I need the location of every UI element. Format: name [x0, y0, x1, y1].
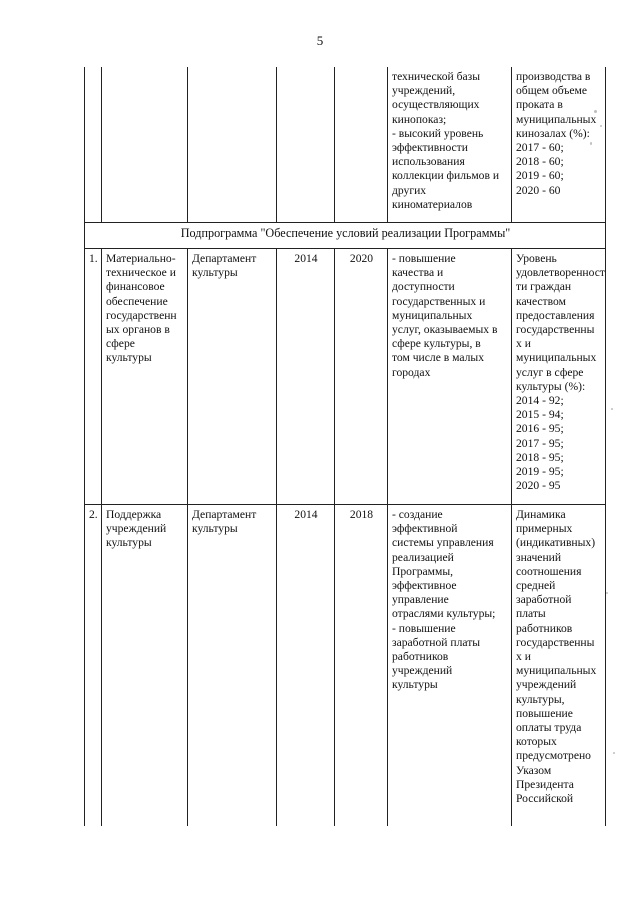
executor-lines: [192, 508, 273, 536]
text-line: примерных: [516, 522, 573, 536]
text-line: заработной: [516, 593, 572, 607]
text-line: х и: [516, 650, 531, 664]
text-line: доступности: [392, 280, 455, 294]
cell-end: [335, 67, 388, 223]
measure-name-lines: [106, 508, 184, 551]
text-line: государственных и: [392, 294, 486, 308]
executor: [188, 249, 277, 505]
text-line: предоставления: [516, 308, 595, 322]
target-indicator-lines: [516, 252, 605, 493]
text-line: учреждений: [516, 678, 577, 692]
text-line: коллекции фильмов и: [392, 169, 500, 183]
text-line: 2018 - 60;: [516, 155, 564, 169]
text-line: учреждений,: [392, 84, 456, 98]
text-line: - повышение: [392, 252, 456, 265]
text-line: значений: [516, 550, 562, 564]
text-line: киноматериалов: [392, 197, 473, 211]
text-line: муниципальных: [516, 351, 597, 365]
text-line: работников: [516, 621, 573, 635]
text-line: государственны: [516, 323, 595, 337]
text-line: 2019 - 60;: [516, 169, 564, 183]
cell-executor: [188, 67, 277, 223]
text-line: 2019 - 95;: [516, 465, 564, 479]
text-line: оплаты труда: [516, 721, 582, 735]
text-line: услуг, оказываемых в: [392, 323, 498, 337]
text-line: заработной платы: [392, 635, 481, 649]
text-line: Президента: [516, 777, 574, 791]
continuation-row: [85, 67, 606, 223]
text-line: производства в: [516, 70, 591, 83]
text-line: - повышение: [392, 621, 456, 635]
program-table: [84, 67, 606, 826]
page-number: 5: [316, 33, 324, 48]
text-line: качеством: [516, 294, 566, 308]
text-line: 2018 - 95;: [516, 450, 564, 464]
cell-start: [277, 67, 335, 223]
indicator-lines: [516, 70, 602, 198]
expected-result: [388, 505, 512, 827]
measure-name-lines: [106, 252, 184, 366]
text-line: технической базы: [392, 70, 481, 83]
text-line: Уровень: [516, 252, 557, 265]
text-line: реализацией: [392, 550, 454, 564]
text-line: 2020 - 60: [516, 183, 561, 197]
text-line: государственн: [106, 308, 177, 322]
text-line: городах: [392, 365, 431, 379]
text-line: удовлетворенност: [516, 266, 605, 280]
scan-speck: [606, 592, 608, 594]
text-line: культуры: [192, 522, 238, 536]
text-line: использования: [392, 155, 465, 169]
text-line: культуры: [106, 536, 152, 550]
text-line: ти граждан: [516, 280, 572, 294]
text-line: Указом: [516, 763, 552, 777]
measure-name: [102, 249, 188, 505]
end-year: 2020: [335, 249, 388, 505]
text-line: средней: [516, 579, 556, 593]
text-line: качества и: [392, 266, 444, 280]
text-line: государственны: [516, 635, 595, 649]
text-line: Департамент: [192, 508, 257, 521]
text-line: предусмотрено: [516, 749, 591, 763]
text-line: техническое и: [106, 266, 176, 280]
table-row: [85, 249, 606, 505]
text-line: Российской: [516, 792, 574, 806]
result-lines: [392, 70, 508, 212]
text-line: других: [392, 183, 427, 197]
text-line: сфере культуры, в: [392, 337, 481, 351]
table-row: [85, 505, 606, 827]
text-line: кинопоказ;: [392, 112, 447, 126]
text-line: сфере: [106, 337, 135, 351]
text-line: (индикативных): [516, 536, 596, 550]
text-line: эффективное: [392, 579, 457, 593]
text-line: управление: [392, 593, 449, 607]
text-line: работников: [392, 650, 449, 664]
target-indicator-lines: [516, 508, 602, 806]
text-line: Материально-: [106, 252, 176, 265]
text-line: том числе в малых: [392, 351, 484, 365]
expected-result-lines: [392, 252, 508, 380]
text-line: муниципальных: [516, 664, 597, 678]
cell-num: [85, 67, 102, 223]
text-line: - создание: [392, 508, 443, 521]
cell-name: [102, 67, 188, 223]
text-line: повышение: [516, 706, 573, 720]
text-line: кинозалах (%):: [516, 126, 590, 140]
text-line: которых: [516, 735, 557, 749]
text-line: 2016 - 95;: [516, 422, 564, 436]
row-number: 2.: [85, 505, 102, 827]
text-line: 2020 - 95: [516, 479, 561, 493]
text-line: муниципальных: [392, 308, 473, 322]
scan-speck: [594, 110, 597, 113]
text-line: Департамент: [192, 252, 257, 265]
text-line: эффективной: [392, 522, 458, 536]
text-line: культуры,: [516, 692, 565, 706]
text-line: эффективности: [392, 141, 468, 155]
scan-speck: [613, 752, 615, 754]
scan-speck: [611, 408, 613, 410]
text-line: культуры: [192, 266, 238, 280]
text-line: ых органов в: [106, 323, 170, 337]
executor: [188, 505, 277, 827]
text-line: 2014 - 92;: [516, 394, 564, 408]
text-line: Программы,: [392, 564, 454, 578]
row-number: 1.: [85, 249, 102, 505]
text-line: 2017 - 95;: [516, 436, 564, 450]
cell-result: [388, 67, 512, 223]
text-line: 2015 - 94;: [516, 408, 564, 422]
text-line: Поддержка: [106, 508, 162, 521]
text-line: соотношения: [516, 564, 582, 578]
expected-result: [388, 249, 512, 505]
text-line: услуг в сфере: [516, 365, 584, 379]
subprogram-row: [85, 223, 606, 249]
text-line: - высокий уровень: [392, 126, 484, 140]
start-year: 2014: [277, 249, 335, 505]
text-line: культуры (%):: [516, 379, 586, 393]
executor-lines: [192, 252, 273, 280]
text-line: финансовое: [106, 280, 165, 294]
text-line: Динамика: [516, 508, 566, 521]
text-line: учреждений: [106, 522, 167, 536]
end-year: 2018: [335, 505, 388, 827]
scan-speck: [590, 142, 592, 145]
target-indicator: [512, 505, 606, 827]
scan-speck: [600, 125, 602, 127]
text-line: системы управления: [392, 536, 494, 550]
target-indicator: [512, 249, 606, 505]
subprogram-title: Подпрограмма "Обеспечение условий реализации Программы": [85, 223, 606, 249]
text-line: х и: [516, 337, 531, 351]
text-line: культуры: [106, 351, 152, 365]
text-line: муниципальных: [516, 112, 597, 126]
text-line: отраслями культуры;: [392, 607, 496, 621]
start-year: 2014: [277, 505, 335, 827]
text-line: 2017 - 60;: [516, 141, 564, 155]
text-line: культуры: [392, 678, 438, 692]
text-line: обеспечение: [106, 294, 168, 308]
text-line: осуществляющих: [392, 98, 480, 112]
expected-result-lines: [392, 508, 508, 693]
measure-name: [102, 505, 188, 827]
text-line: общем объеме: [516, 84, 588, 98]
text-line: платы: [516, 607, 546, 621]
text-line: учреждений: [392, 664, 453, 678]
text-line: проката в: [516, 98, 563, 112]
